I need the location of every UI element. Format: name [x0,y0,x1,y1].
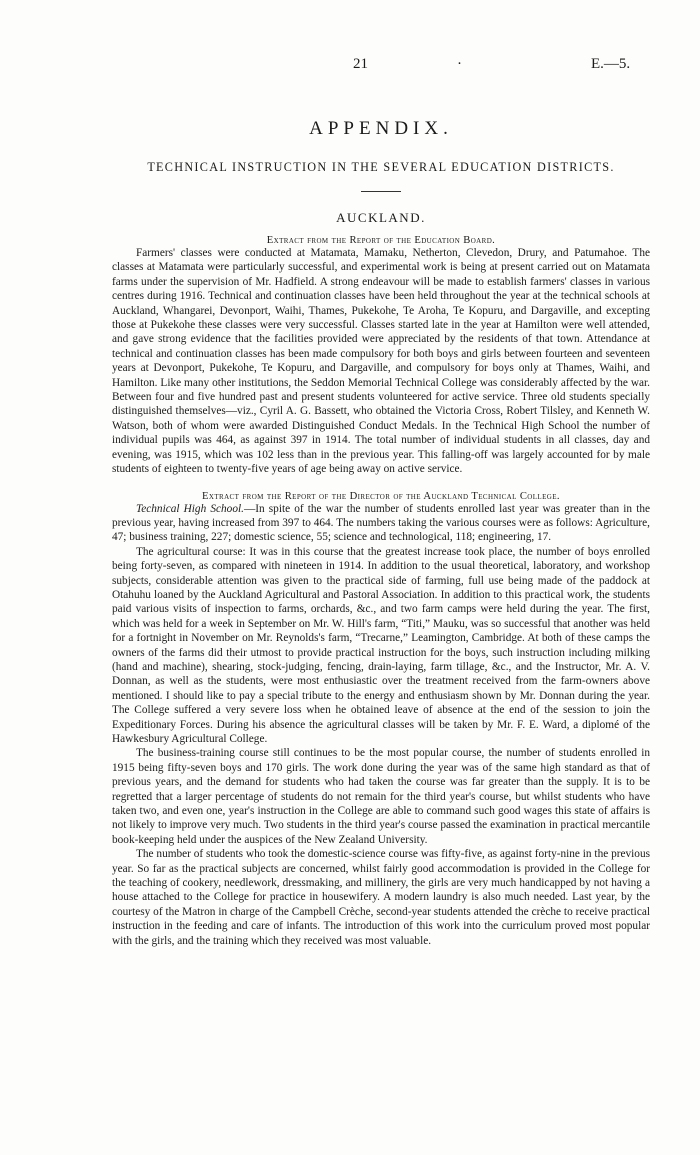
region-heading: AUCKLAND. [336,210,426,225]
paragraph-domestic-science: The number of students who took the domestic-science course was fifty-five, as against forty-nine in the previous year. So far as the practical subjects are concerned, whilst fairly good accommodation is provided in the College for the teaching of cookery, needlework, dressmaking, and millinery, the girls are very much handicapped by not having a house attached to the College for practice in housewifery. A modern laundry is also much needed. Last year, by the courtesy of the Matron in charge of the Campbell Crèche, second-year students attended the crèche to receive practical instruction in the feeding and care of infants. The introduction of this work into the curriculum proved most popular with the girls, and the training which they received was most valuable. [112,848,650,947]
divider-rule [361,191,401,192]
high-school-text: —In spite of the war the number of students enrolled last year was greater than in the previous year, having increased from 397 to 464. The numbers taking the various courses were as follows: Agriculture, 47; business training, 227; domestic science, 55; science and technological, 118; engineering, 17. [112,502,650,544]
page-header [0,56,700,76]
section-subtitle: TECHNICAL INSTRUCTION IN THE SEVERAL EDUCATION DISTRICTS. [147,160,615,174]
appendix-title: APPENDIX. [309,118,453,139]
extract-heading-director: Extract from the Report of the Director of the Auckland Technical College. [202,490,560,502]
header-dot: · [457,56,462,72]
paragraph-agricultural-course: The agricultural course: It was in this course that the greatest increase took place, the number of boys enrolled being forty-seven, as compared with nineteen in 1914. In addition to the usual theoretical, laboratory, and workshop subjects, considerable attention was given to the practical side of farming, full use being made of the paddock at Otahuhu loaned by the Auckland Agricultural and Pastoral Association. In addition to this practical work, the students paid various visits of inspection to farms, orchards, &c., and two farm camps were held during the year. The first, which was held for a week in September on Mr. W. Hill's farm, “Titi,” Mauku, was so successful that another was held for a fortnight in November on Mr. Reynolds's farm, “Trecarne,” Leamington, Cambridge. At both of these camps the owners of the farms did their utmost to provide practical instruction for the boys, such instruction including milking (hand and machine), shearing, stock-judging, fencing, drain-laying, farm tillage, &c., and the Instructor, Mr. A. V. Donnan, as well as the students, were most enthusiastic over the treatment received from the farm-owners above mentioned. I should like to pay a special tribute to the energy and enthusiasm shown by Mr. Donnan during the year. The College suffered a very severe loss when he obtained leave of absence at the end of the session to join the Expeditionary Forces. During his absence the agricultural classes will be taken by Mr. F. E. Ward, a diplomé of the Hawkesbury Agricultural College. [112,545,650,745]
paragraph-board-report: Farmers' classes were conducted at Matamata, Mamaku, Netherton, Clevedon, Drury, and Patumahoe. The classes at Matamata were particularly successful, and experimental work is being at present carried out on Matamata farms under the supervision of Mr. Hadfield. A strong endeavour will be made to establish farmers' classes in various centres during 1916. Technical and continuation classes have been held throughout the year at the technical schools at Auckland, Whangarei, Devonport, Waihi, Thames, Pukekohe, Te Aroha, Te Kopuru, and Dargaville, and excepting those at Pukekohe these classes were very successful. Classes started late in the year at Hamilton were well attended, and gave strong evidence that the facilities provided were appreciated by the residents of that town. Attendance at technical and continuation classes has been made compulsory for both boys and girls between fourteen and seventeen years at Devonport, Pukekohe, Te Kopuru, and Dargaville, and compulsory for boys only at Thames, Waihi, and Hamilton. Like many other institutions, the Seddon Memorial Technical College was considerably affected by the war. Between four and five hundred past and present students volunteered for active service. Three old students specially distinguished themselves—viz., Cyril A. G. Bassett, who obtained the Victoria Cross, Robert Tilsley, and Kenneth W. Watson, both of whom were awarded Distinguished Conduct Medals. In the Technical High School the number of individual pupils was 464, as against 397 in 1914. The total number of individual students in all classes, day and evening, was 1915, which was 102 less than in the previous year. This falling-off was largely accounted for by male students of eighteen to twenty-five years of age being away on active service. [112,247,650,476]
series-reference: E.—5. [591,56,631,72]
page-number: 21 [353,56,368,72]
extract-heading-board: Extract from the Report of the Education Board. [266,235,496,246]
paragraph-business-course: The business-training course still continues to be the most popular course, the number of students enrolled in 1915 being fifty-seven boys and 170 girls. The work done during the year was of the same high standard as that of previous years, and the demand for students who had taken the course was far greater than the supply. It is to be regretted that a larger percentage of students do not remain for the third year's course, but whilst students who have taken two, and even one, year's instruction in the College are able to command such good wages this state of affairs is not likely to improve very much. Two students in the third year's course passed the examination in practical mercantile book-keeping held under the auspices of the New Zealand University. [112,747,650,846]
paragraph-high-school [112,502,650,545]
high-school-lead: Technical High School. [136,502,244,515]
